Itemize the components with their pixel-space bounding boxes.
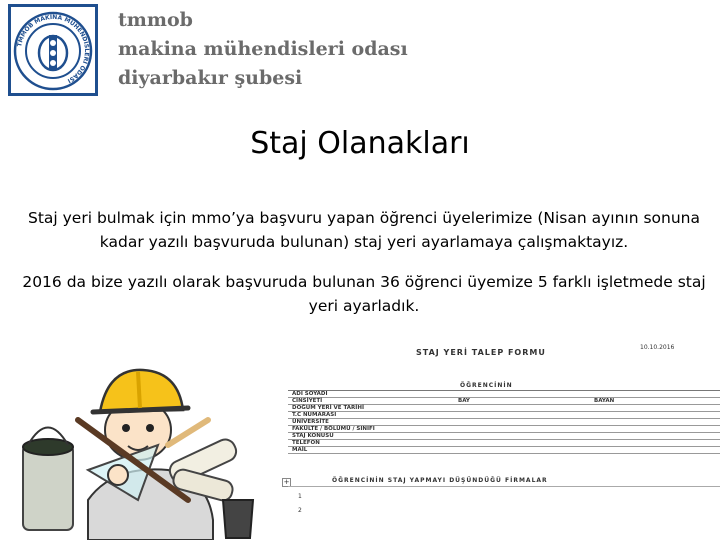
form-field-row [288,391,720,398]
engineer-illustration [18,350,258,540]
gender-female-option: BAYAN [594,398,615,404]
expand-icon: + [283,478,290,486]
form-field-label: TELEFON [292,440,320,446]
paragraph-2016-results: 2016 da bize yazılı olarak başvuruda bulunan 36 öğrenci üyemize 5 farklı işletmede staj yeri ayarladık. [22,273,706,315]
paragraph-application-info: Staj yeri bulmak için mmo’ya başvuru yapan öğrenci üyelerimize (Nisan ayının sonuna kadar yazılı başvuruda bulunan) staj yeri ayarlamaya çalışmaktayız. [27,209,700,251]
companies-section-header: ÖĞRENCİNİN STAJ YAPMAYI DÜŞÜNDÜĞÜ FİRMALAR [332,477,548,484]
form-field-row [288,440,720,447]
mmo-logo [8,4,98,96]
form-field-row [288,433,720,440]
list-item: 1 [298,493,302,500]
list-item: 2 [298,507,302,514]
form-field-label: MAİL [292,447,308,453]
form-field-row [288,447,720,454]
student-fields-table [288,390,720,455]
page-title: Staj Olanakları [250,126,470,161]
gender-male-option: BAY [458,398,470,404]
org-line-3: diyarbakır şubesi [118,67,303,89]
form-field-label: T.C NUMARASI [292,412,337,418]
engineer-cartoon-icon [18,350,258,540]
form-field-row [288,398,720,405]
student-section-header: ÖĞRENCİNİN [460,382,513,389]
mmo-logo-icon [11,7,95,93]
form-date: 10.10.2016 [640,344,675,351]
internship-request-form [262,338,720,540]
form-field-row [288,426,720,433]
form-field-label: CİNSİYETİ [292,398,323,404]
form-field-row [288,412,720,419]
form-field-row [288,419,720,426]
form-field-label: ÜNİVERSİTE [292,419,329,425]
form-field-label: FAKÜLTE / BÖLÜMÜ / SINIFI [292,426,375,432]
form-field-label: STAJ KONUSU [292,433,334,439]
logo-ring-text: TMMOB MAKİNA MÜHENDİSLERİ ODASI [16,13,91,85]
organization-name [118,6,408,93]
companies-list [288,486,720,541]
form-title: STAJ YERİ TALEP FORMU [416,348,546,357]
form-field-label: ADI SOYADI [292,391,328,397]
org-line-1: tmmob [118,9,193,31]
org-line-2: makina mühendisleri odası [118,38,408,60]
form-field-row [288,405,720,412]
form-field-label: DOĞUM YERİ VE TARİHİ [292,405,364,411]
